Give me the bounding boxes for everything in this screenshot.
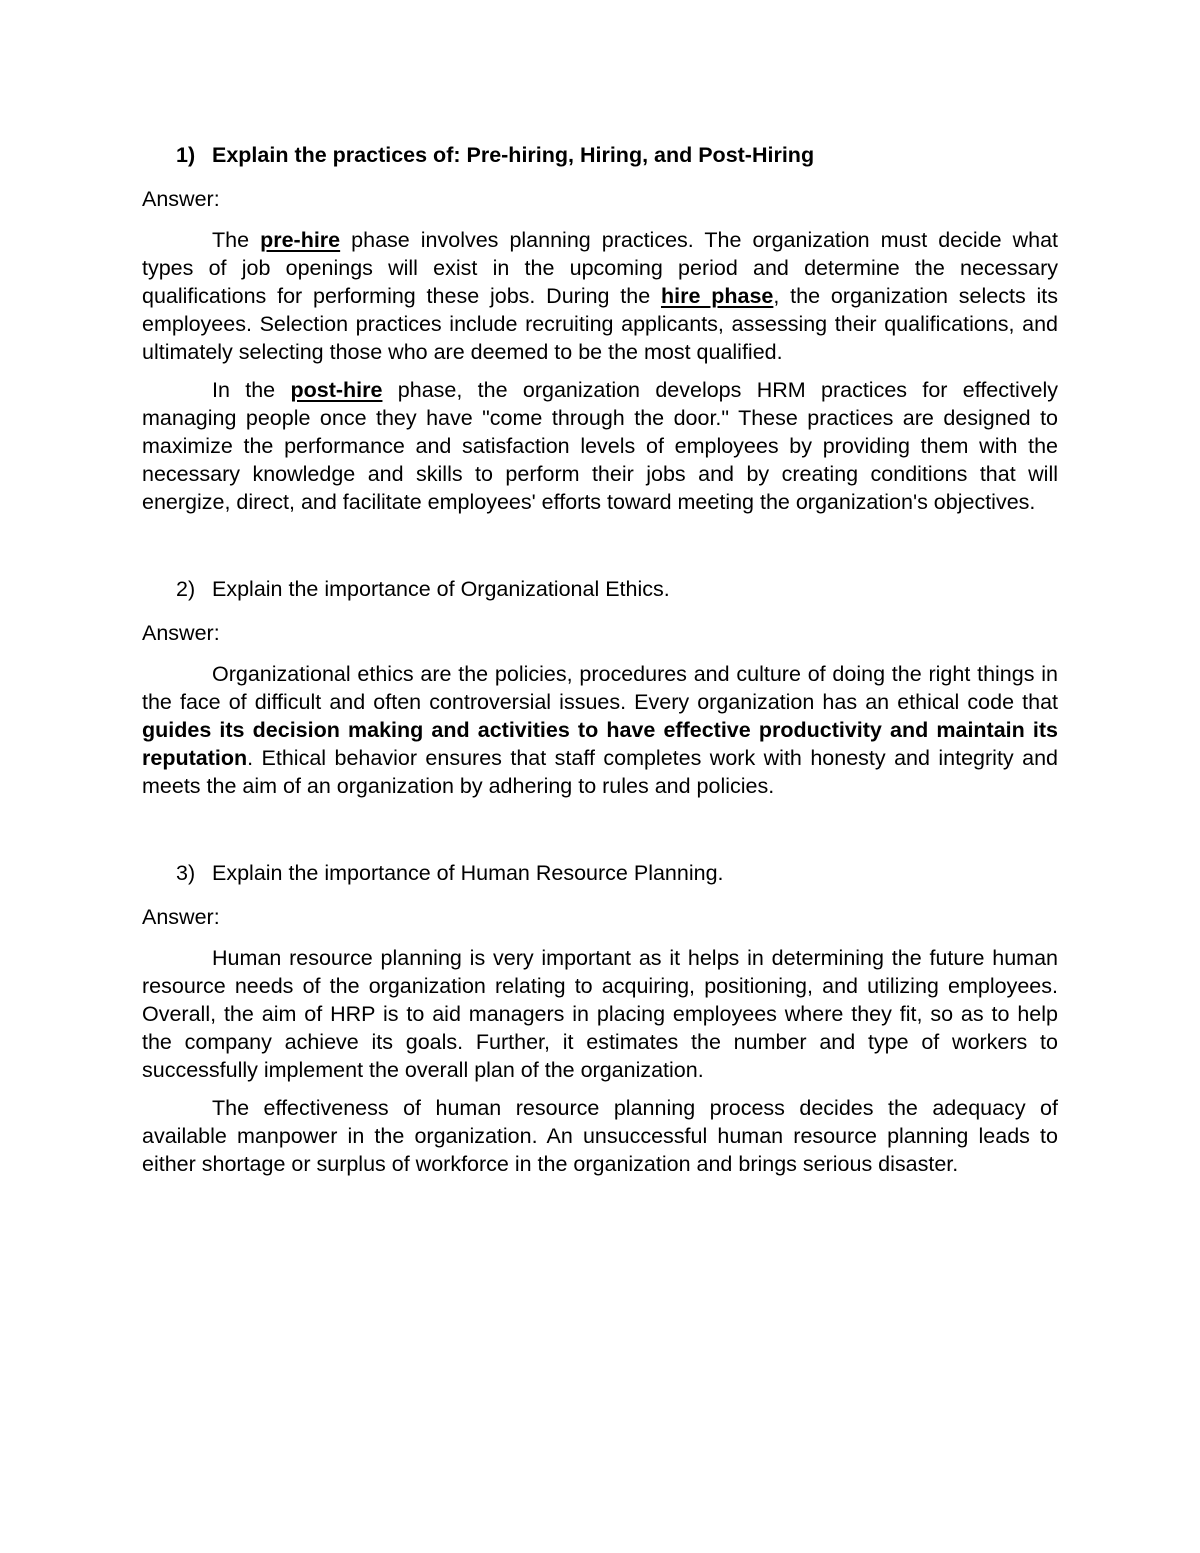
text-run: In the <box>212 378 291 402</box>
document-body <box>142 138 1058 1178</box>
question-number: 2) <box>176 577 196 601</box>
emphasis-post-hire: post-hire <box>290 378 383 402</box>
answer-label: Answer: <box>142 621 220 645</box>
answer-paragraph: Human resource planning is very important as it helps in determining the future human resource needs of the organization relating to acquiring, positioning, and utilizing employees. Overall, the aim of HRP is to aid managers in placing employees where they fit, so as to help the company achieve its goals. Further, it estimates the number and type of workers to successfully implement the overall plan of the organization. <box>142 946 1058 1082</box>
text-run: The <box>212 228 261 252</box>
question-section-2 <box>142 572 1058 800</box>
answer-paragraph: The effectiveness of human resource planning process decides the adequacy of available manpower in the organization. An unsuccessful human resource planning leads to either shortage or surplus of workforce in the organization and brings serious disaster. <box>142 1096 1058 1176</box>
answer-label: Answer: <box>142 187 220 211</box>
text-run: phase involves planning practices. The organization must decide what types of job openings will exist in the upcoming period and determine the necessary qualifications for performing these jobs. During the <box>142 228 1058 308</box>
text-run: . Ethical behavior ensures that staff completes work with honesty and integrity and meets the aim of an organization by adhering to rules and policies. <box>142 746 1058 798</box>
question-title: Explain the importance of Organizational Ethics. <box>212 577 670 601</box>
text-run: phase, the organization develops HRM practices for effectively managing people once they have "come through the door." These practices are designed to maximize the performance and satisfaction levels of employees by providing them with the necessary knowledge and skills to perform their jobs and by creating conditions that will energize, direct, and facilitate employees' efforts toward meeting the organization's objectives. <box>142 378 1058 514</box>
answer-paragraph <box>142 226 1058 366</box>
question-heading-3 <box>142 856 1058 890</box>
question-section-1 <box>142 138 1058 516</box>
question-section-3 <box>142 856 1058 1178</box>
text-run: Organizational ethics are the policies, procedures and culture of doing the right things in the face of difficult and often controversial issues. Every organization has an ethical code that <box>142 662 1058 714</box>
answer-paragraph <box>142 376 1058 516</box>
emphasis-hire-phase: hire phase <box>661 284 774 308</box>
question-title: Explain the practices of: Pre-hiring, Hiring, and Post-Hiring <box>212 143 815 167</box>
text-run: , the organization selects its employees. Selection practices include recruiting applicants, assessing their qualifications, and ultimately selecting those who are deemed to be the most qualified. <box>142 284 1058 364</box>
emphasis-pre-hire: pre-hire <box>260 228 341 252</box>
emphasis-bold: guides its decision making and activities to have effective productivity and maintain its reputation <box>142 718 1058 770</box>
answer-paragraph <box>142 660 1058 800</box>
question-title: Explain the importance of Human Resource Planning. <box>212 861 724 885</box>
answer-label: Answer: <box>142 905 220 929</box>
question-number: 1) <box>176 143 196 167</box>
question-heading-1 <box>142 138 1058 172</box>
question-number: 3) <box>176 861 196 885</box>
question-heading-2 <box>142 572 1058 606</box>
